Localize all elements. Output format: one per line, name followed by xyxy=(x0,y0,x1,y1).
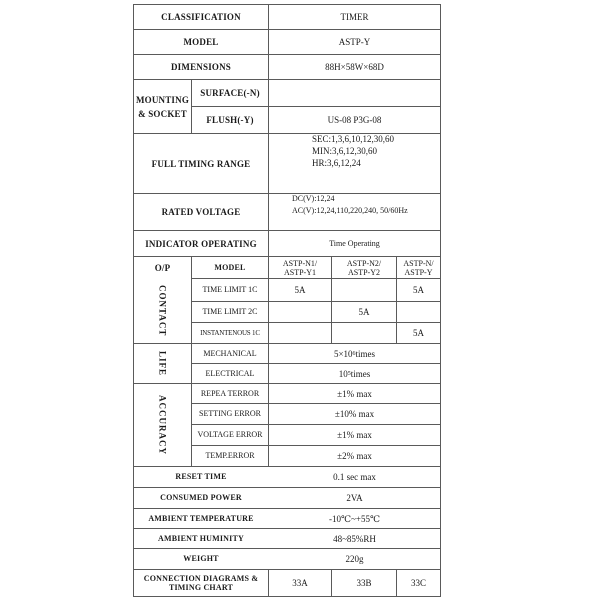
ambient-humidity-value: 48~85%RH xyxy=(333,533,376,544)
surface-label: SURFACE(-N) xyxy=(200,88,260,98)
contact-cell: 5A xyxy=(358,307,370,317)
accuracy-row-value: ±1% max xyxy=(337,388,372,399)
op-model-1: ASTP-N1/ ASTP-Y1 xyxy=(282,258,318,277)
contact-label: CONTACT xyxy=(157,285,168,337)
surface-value xyxy=(269,80,440,106)
accuracy-row-label: VOLTAGE ERROR xyxy=(197,430,263,439)
ambient-temperature-value: -10℃~+55℃ xyxy=(328,513,381,524)
contact-cell xyxy=(332,323,396,343)
contact-row-label: TIME LIMIT 1C xyxy=(202,285,258,294)
mounting-label-line1: MOUNTING xyxy=(135,94,190,105)
classification-value: TIMER xyxy=(340,12,369,22)
mechanical-label: MECHANICAL xyxy=(203,348,257,358)
contact-row-label: TIME LIMIT 2C xyxy=(202,307,258,316)
accuracy-label-cell xyxy=(134,384,191,466)
op-label: O/P xyxy=(154,263,171,273)
life-label-cell xyxy=(134,344,191,383)
contact-cell: 5A xyxy=(413,328,424,338)
model-label: MODEL xyxy=(183,37,219,47)
timing-min: MIN:3,6,12,30,60 xyxy=(312,146,377,156)
connection-value: 33C xyxy=(410,578,426,588)
flush-value: US-08 P3G-08 xyxy=(327,115,382,125)
contact-label-cell xyxy=(134,279,191,343)
timing-sec: SEC:1,3,6,10,12,30,60 xyxy=(312,134,395,144)
accuracy-row-label: TEMP.ERROR xyxy=(205,451,255,460)
accuracy-row-label: REPEA TERROR xyxy=(200,388,260,398)
contact-cell xyxy=(269,323,331,343)
weight-value: 220g xyxy=(345,554,364,564)
contact-cell xyxy=(269,302,331,322)
mechanical-value: 5×10 6 times xyxy=(333,348,376,359)
timing-range-label: FULL TIMING RANGE xyxy=(151,158,251,169)
connection-value: 33B xyxy=(356,578,372,588)
consumed-power-label: CONSUMED POWER xyxy=(160,493,242,502)
dimensions-label: DIMENSIONS xyxy=(170,62,231,72)
accuracy-label: ACCURACY xyxy=(157,395,168,455)
electrical-value: 10 5 times xyxy=(338,368,371,379)
contact-cell xyxy=(332,279,396,301)
rated-voltage-values xyxy=(292,194,440,230)
life-label: LIFE xyxy=(157,350,168,376)
timing-hr: HR:3,6,12,24 xyxy=(312,158,361,168)
accuracy-row-value: ±2% max xyxy=(337,451,372,461)
contact-row-label: INSTANTENOUS 1C xyxy=(200,329,260,337)
ambient-humidity-label: AMBIENT HUMINITY xyxy=(158,533,244,543)
dimensions-value: 88H×58W×68D xyxy=(325,62,384,72)
accuracy-row-value: ±1% max xyxy=(337,430,372,440)
rated-voltage-label: RATED VOLTAGE xyxy=(161,207,241,217)
consumed-power-value: 2VA xyxy=(346,493,363,503)
contact-cell: 5A xyxy=(413,285,424,295)
indicator-value: Time Operating xyxy=(329,238,380,248)
model-value: ASTP-Y xyxy=(338,37,371,47)
mounting-label xyxy=(134,80,191,133)
electrical-label: ELECTRICAL xyxy=(205,368,255,378)
reset-time-label: RESET TIME xyxy=(175,472,227,481)
flush-label: FLUSH(-Y) xyxy=(206,115,254,125)
timing-range-values xyxy=(312,134,440,193)
op-model-3: ASTP-N/ ASTP-Y xyxy=(403,258,434,277)
accuracy-row-value: ±10% max xyxy=(334,409,375,419)
mounting-label-line2: & SOCKET xyxy=(138,108,187,119)
indicator-label: INDICATOR OPERATING xyxy=(145,238,257,249)
connection-label: CONNECTION DIAGRAMS & TIMING CHART xyxy=(143,574,259,592)
contact-cell: 5A xyxy=(294,285,306,295)
reset-time-value: 0.1 sec max xyxy=(333,472,376,482)
connection-value: 33A xyxy=(292,578,308,588)
voltage-dc: DC(V):12,24 xyxy=(292,194,335,203)
contact-cell xyxy=(397,302,440,322)
classification-label: CLASSIFICATION xyxy=(161,12,241,22)
accuracy-row-label: SETTING ERROR xyxy=(199,409,261,418)
op-model-2: ASTP-N2/ ASTP-Y2 xyxy=(346,258,382,277)
weight-label: WEIGHT xyxy=(183,554,219,563)
ambient-temperature-label: AMBIENT TEMPERATURE xyxy=(148,513,254,523)
op-model-label: MODEL xyxy=(214,262,246,272)
voltage-ac: AC(V):12,24,110,220,240, 50/60Hz xyxy=(292,206,408,215)
